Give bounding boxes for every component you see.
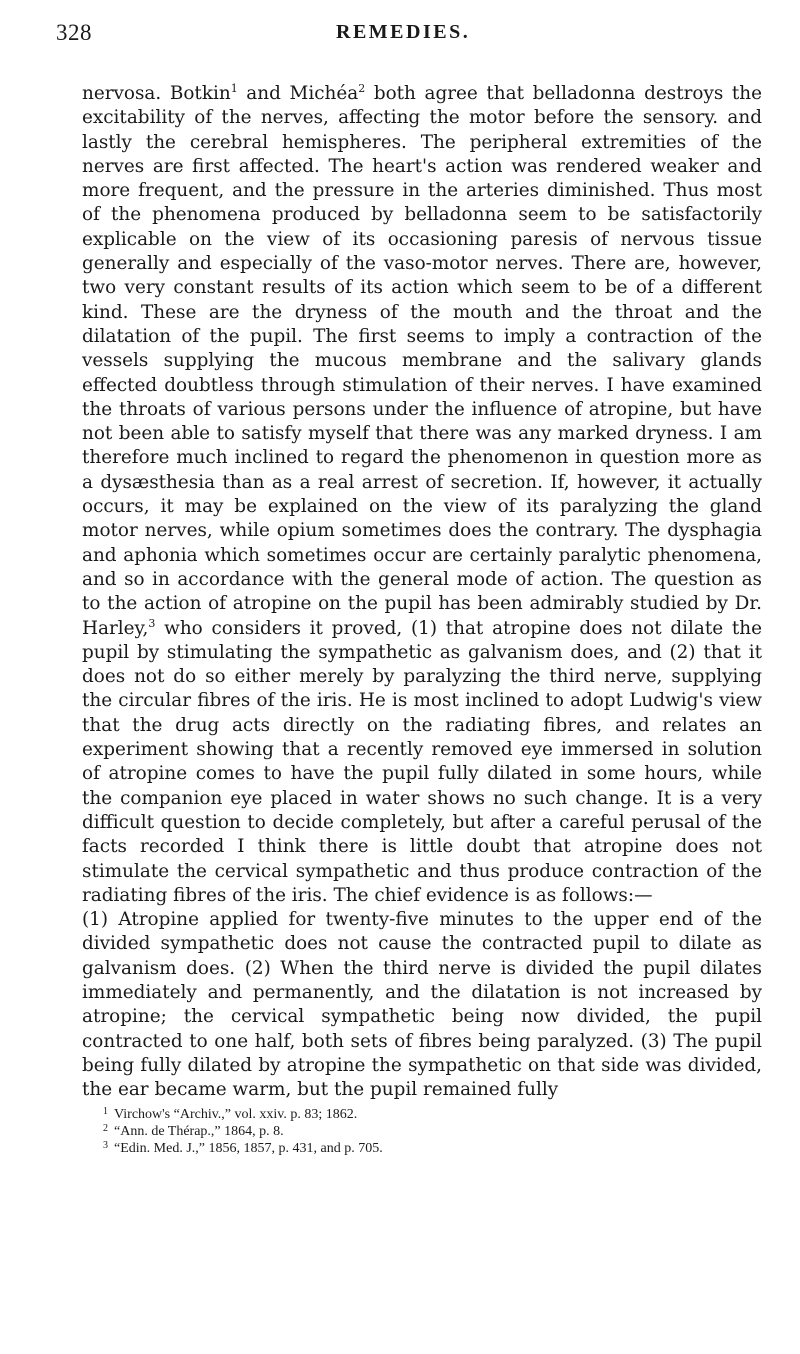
paragraph-1-part-d: who considers it proved, (1) that atropine does not dilate the pupil by stimulating the sympathetic as galvanism does, and (2) that it does not do so either merely by paralyzing the third nerve, supplying the circular fibres of the iris. He is most inclined to adopt Ludwig's view that the drug acts directly on the radiating fibres, and relates an experiment showing that a recently removed eye immersed in solution of atropine comes to have the pupil fully dilated in some hours, while the companion eye placed in water shows no such change. It is a very difficult question to decide completely, but after a careful perusal of the facts recorded I think there is little doubt that atropine does not stimulate the cervical sympathetic and thus produce contraction of the radiating fibres of the iris. The chief evidence is as follows:— <box>82 617 762 906</box>
paragraph-1-part-a: nervosa. Botkin <box>82 83 231 104</box>
footnote-text: Virchow's “Archiv.,” vol. xxiv. p. 83; 1862. <box>114 1107 358 1123</box>
footnote-ref-3: 3 <box>148 616 156 630</box>
page-number: 328 <box>56 20 92 45</box>
footnote-ref-1: 1 <box>230 81 238 95</box>
page-header <box>56 0 762 60</box>
running-head: REMEDIES. <box>336 21 471 43</box>
footnote-text: “Ann. de Thérap.,” 1864, p. 8. <box>114 1124 284 1140</box>
paragraph-1 <box>82 82 762 908</box>
footnote-2 <box>98 1123 762 1140</box>
footnote-text: “Edin. Med. J.,” 1856, 1857, p. 431, and p. 705. <box>114 1141 383 1157</box>
footnote-number: 1 <box>103 1106 108 1118</box>
paragraph-2: (1) Atropine applied for twenty-five minutes to the upper end of the divided sympathetic does not cause the contracted pupil to dilate as galvanism does. (2) When the third nerve is divided the pupil dilates immediately and permanently, and the dilatation is not increased by atropine; the cervical sympathetic being now divided, the pupil contracted to one half, both sets of fibres being paralyzed. (3) The pupil being fully dilated by atropine the sympathetic on that side was divided, the ear became warm, but the pupil remained fully <box>82 909 762 1101</box>
body-text <box>82 82 762 1102</box>
footnote-number: 2 <box>103 1123 108 1135</box>
footnote-ref-2: 2 <box>358 81 366 95</box>
footnote-3 <box>98 1140 762 1157</box>
footnote-1 <box>98 1106 762 1123</box>
paragraph-1-part-b: and Michéa <box>237 83 359 104</box>
footnote-number: 3 <box>103 1140 108 1152</box>
footnotes <box>82 1106 762 1157</box>
book-page <box>56 0 763 1157</box>
paragraph-1-part-c: both agree that belladonna destroys the excitability of the nerves, affecting the motor before the sensory. and lastly the cerebral hemispheres. The peripheral extremities of the nerves are first affected. The heart's action was rendered weaker and more frequent, and the pressure in the arteries diminished. Thus most of the phenomena produced by belladonna seem to be satisfactorily explicable on the view of its occasioning paresis of nervous tissue generally and especially of the vaso-motor nerves. There are, however, two very constant results of its action which seem to be of a different kind. These are the dryness of the mouth and the throat and the dilatation of the pupil. The first seems to imply a contraction of the vessels supplying the mucous membrane and the salivary glands effected doubtless through stimulation of their nerves. I have examined the throats of various persons under the influence of atropine, but have not been able to satisfy myself that there was any marked dryness. I am therefore much inclined to regard the phenomenon in question more as a dysæsthesia than as a real arrest of secretion. If, however, it actually occurs, it may be explained on the view of its paralyzing the gland motor nerves, while opium sometimes does the contrary. The dysphagia and aphonia which sometimes occur are certainly paralytic phenomena, and so in accordance with the general mode of action. The question as to the action of atropine on the pupil has been admirably studied by Dr. Harley, <box>82 83 763 639</box>
